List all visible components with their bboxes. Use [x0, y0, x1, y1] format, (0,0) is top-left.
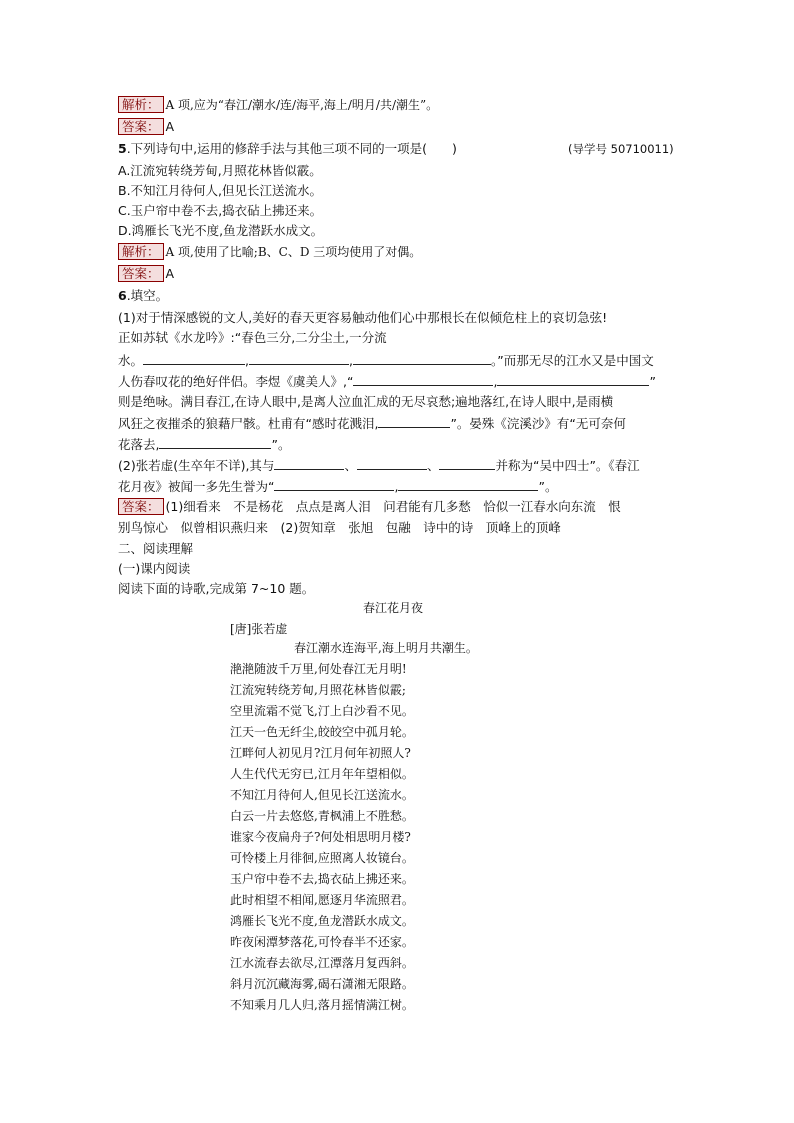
answer-text: (1)细看来 不是杨花 点点是离人泪 问君能有几多愁 恰似一江春水向东流 恨 — [165, 499, 621, 514]
q6-p2-line1: (2)张若虚(生卒年不详),其与 、 、 并称为“吴中四士”。《春江 — [118, 458, 640, 473]
q6-title — [118, 287, 168, 305]
text-segment: (2)张若虚(生卒年不详),其与 — [118, 458, 275, 473]
q6-answer-line1 — [118, 498, 621, 516]
q5-analysis — [118, 243, 421, 261]
q4-answer — [118, 118, 174, 136]
text-segment: ”。 — [538, 479, 558, 494]
poem-line: 不知江月待何人,但见长江送流水。 — [230, 788, 414, 802]
poem-line: 江水流春去欲尽,江潭落月复西斜。 — [230, 956, 414, 970]
fill-blank[interactable] — [143, 351, 245, 365]
text-segment: ”。 — [271, 437, 291, 452]
question-number: 5 — [118, 141, 127, 156]
text-segment: 花月夜》被闻一多先生誉为“ — [118, 479, 275, 494]
q6-p1-line5: 则是绝咏。满目春江,在诗人眼中,是离人泣血汇成的无尽哀愁;遍地落红,在诗人眼中,是雨横 — [118, 394, 614, 409]
fill-blank[interactable] — [159, 435, 271, 449]
reading-instruction: 阅读下面的诗歌,完成第 7~10 题。 — [118, 581, 315, 596]
question-stem: .下列诗句中,运用的修辞手法与其他三项不同的一项是( ) — [126, 141, 457, 156]
text-segment: 。”而那无尽的江水又是中国文 — [490, 353, 654, 368]
q6-p1-line2: 正如苏轼《水龙吟》:“春色三分,二分尘土,一分流 — [118, 330, 387, 345]
fill-blank[interactable] — [353, 372, 493, 386]
answer-tag: 答案： — [118, 265, 164, 282]
analysis-tag: 解析： — [118, 96, 164, 113]
q5-answer — [118, 265, 174, 283]
poem-line: 空里流霜不觉飞,汀上白沙看不见。 — [230, 704, 414, 718]
answer-text: A — [165, 266, 175, 281]
fill-blank[interactable] — [398, 477, 538, 491]
analysis-text: A 项,应为“春江/潮水/连/海平,海上/明月/共/潮生”。 — [165, 98, 439, 112]
poem-line: 滟滟随波千万里,何处春江无月明! — [230, 662, 407, 676]
poem-author: [唐]张若虚 — [230, 622, 288, 636]
option-c: C.玉户帘中卷不去,捣衣砧上拂还来。 — [118, 203, 323, 218]
fill-blank[interactable] — [357, 456, 427, 470]
poem-line: 江畔何人初见月?江月何年初照人? — [230, 746, 411, 760]
q4-analysis — [118, 96, 438, 114]
poem-line: 昨夜闲潭梦落花,可怜春半不还家。 — [230, 935, 414, 949]
text-segment: 花落去, — [118, 437, 160, 452]
q6-answer-line2: 别鸟惊心 似曾相识燕归来 (2)贺知章 张旭 包融 诗中的诗 顶峰上的顶峰 — [118, 520, 561, 535]
text-segment: ” — [649, 374, 656, 389]
fill-blank[interactable] — [497, 372, 649, 386]
fill-blank[interactable] — [274, 456, 344, 470]
text-segment: 并称为“吴中四士”。《春江 — [495, 458, 640, 473]
option-a: A.江流宛转绕芳甸,月照花林皆似霰。 — [118, 163, 322, 178]
section-heading: 二、阅读理解 — [118, 541, 194, 556]
subsection-heading: (一)课内阅读 — [118, 561, 191, 576]
fill-blank[interactable] — [378, 414, 450, 428]
fill-blank[interactable] — [249, 351, 349, 365]
poem-line: 白云一片去悠悠,青枫浦上不胜愁。 — [230, 809, 414, 823]
text-segment: 人伤春叹花的绝好伴侣。李煜《虞美人》,“ — [118, 374, 354, 389]
poem-line: 可怜楼上月徘徊,应照离人妆镜台。 — [230, 851, 414, 865]
q5-stem — [118, 140, 457, 158]
poem-title: 春江花月夜 — [363, 601, 424, 615]
option-b: B.不知江月待何人,但见长江送流水。 — [118, 183, 323, 198]
q6-p1-line3: 水。 , , 。”而那无尽的江水又是中国文 — [118, 353, 654, 368]
text-segment: 风狂之夜摧杀的狼藉尸骸。杜甫有“感时花溅泪, — [118, 416, 379, 431]
question-number: 6 — [118, 288, 127, 303]
analysis-tag: 解析： — [118, 243, 164, 260]
poem-line: 谁家今夜扁舟子?何处相思明月楼? — [230, 830, 411, 844]
q6-p2-line2: 花月夜》被闻一多先生誉为“ , ”。 — [118, 479, 558, 494]
answer-text: A — [165, 119, 175, 134]
fill-blank[interactable] — [439, 456, 495, 470]
poem-line: 不知乘月几人归,落月摇情满江树。 — [230, 998, 414, 1012]
poem-line: 此时相望不相闻,愿逐月华流照君。 — [230, 893, 414, 907]
poem-line: 斜月沉沉藏海雾,碣石潇湘无限路。 — [230, 977, 414, 991]
fill-blank[interactable] — [353, 351, 491, 365]
answer-tag: 答案： — [118, 118, 164, 135]
answer-tag: 答案： — [118, 498, 164, 515]
q6-p1-line4: 人伤春叹花的绝好伴侣。李煜《虞美人》,“ , ” — [118, 374, 656, 389]
analysis-text: A 项,使用了比喻;B、C、D 三项均使用了对偶。 — [165, 245, 422, 259]
text-segment: 水。 — [118, 353, 144, 368]
question-title: .填空。 — [126, 288, 169, 303]
poem-line: 鸿雁长飞光不度,鱼龙潜跃水成文。 — [230, 914, 414, 928]
poem-line: 玉户帘中卷不去,捣衣砧上拂还来。 — [230, 872, 414, 886]
fill-blank[interactable] — [274, 477, 394, 491]
q6-p1-line6 — [118, 414, 626, 433]
poem-line: 人生代代无穷已,江月年年望相似。 — [230, 767, 414, 781]
poem-line: 春江潮水连海平,海上明月共潮生。 — [294, 641, 478, 655]
text-segment: ”。晏殊《浣溪沙》有“无可奈何 — [450, 416, 626, 431]
q6-p1-line1: (1)对于情深感锐的文人,美好的春天更容易触动他们心中那根长在似倾危柱上的哀切急弦! — [118, 310, 608, 325]
q6-p1-line7 — [118, 435, 290, 454]
option-d: D.鸿雁长飞光不度,鱼龙潜跃水成文。 — [118, 223, 324, 238]
guide-number: (导学号 50710011) — [568, 142, 674, 156]
poem-line: 江天一色无纤尘,皎皎空中孤月轮。 — [230, 725, 414, 739]
poem-line: 江流宛转绕芳甸,月照花林皆似霰; — [230, 683, 406, 697]
